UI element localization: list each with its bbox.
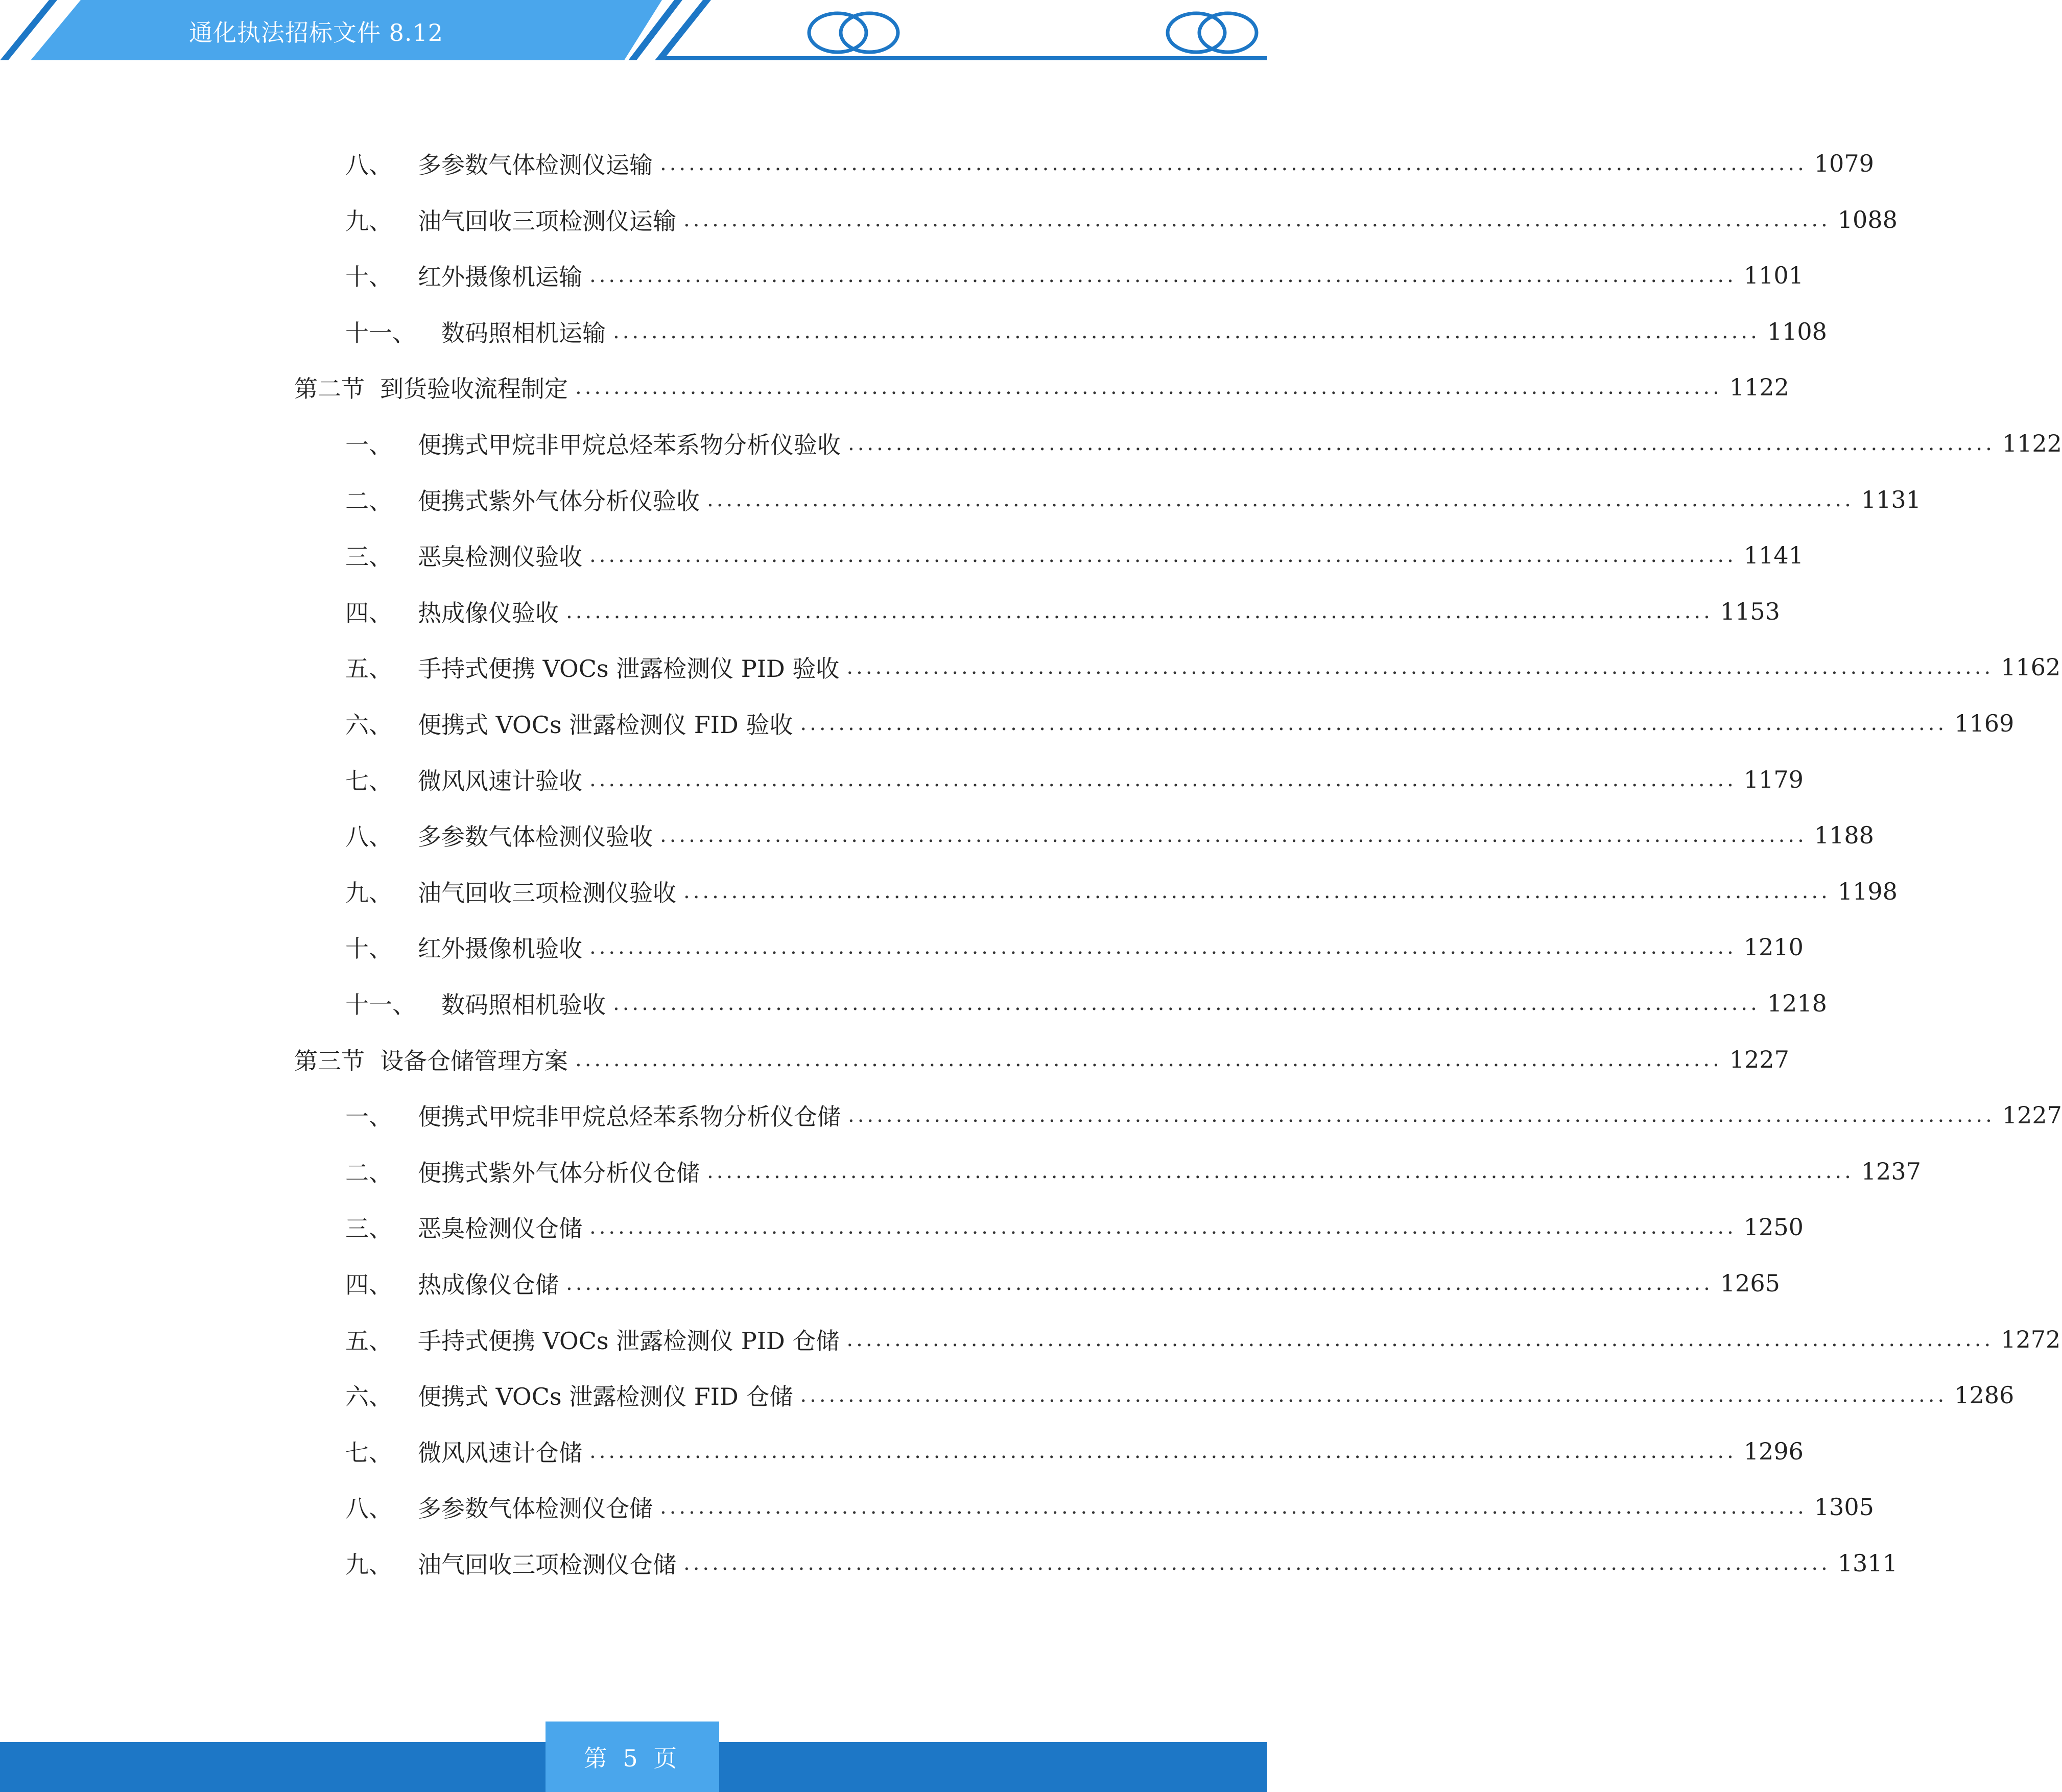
toc-entry-title: 恶臭检测仪验收 <box>418 543 582 571</box>
toc-entry-page: 1188 <box>1814 821 1874 850</box>
toc-entry-title: 恶臭检测仪仓储 <box>418 1215 582 1243</box>
toc-entry[interactable] <box>345 1319 2061 1360</box>
toc-leader-dots: ........................................................................................................................ <box>800 1383 1948 1407</box>
toc-entry[interactable] <box>345 423 2062 464</box>
toc-leader-dots: ........................................................................................................................ <box>613 992 1760 1015</box>
toc-entry-number: 九、 <box>345 207 392 235</box>
toc-entry[interactable] <box>345 535 1804 576</box>
toc-entry-number: 一、 <box>345 1103 392 1131</box>
toc-entry[interactable] <box>345 591 1780 632</box>
toc-leader-dots: ........................................................................................................................ <box>589 767 1737 791</box>
toc-leader-dots: ........................................................................................................................ <box>613 319 1760 343</box>
toc-entry-page: 1169 <box>1954 710 2014 737</box>
toc-leader-dots: ........................................................................................................................ <box>575 1047 1722 1071</box>
toc-entry[interactable] <box>345 199 1898 240</box>
toc-entry-title: 油气回收三项检测仪验收 <box>418 879 676 907</box>
toc-leader-dots: ........................................................................................................................ <box>683 207 1831 231</box>
toc-entry-number: 十、 <box>345 935 392 963</box>
toc-entry[interactable] <box>345 1095 2062 1136</box>
toc-leader-dots: ........................................................................................................................ <box>683 879 1831 903</box>
toc-entry[interactable] <box>294 1039 1789 1080</box>
toc-entry-title: 红外摄像机验收 <box>418 935 582 963</box>
toc-entry-title: 便携式紫外气体分析仪验收 <box>418 487 700 515</box>
toc-entry[interactable] <box>345 1431 1804 1472</box>
toc-entry-number: 第三节 <box>294 1047 365 1075</box>
toc-entry[interactable] <box>345 983 1827 1024</box>
toc-entry-page: 1250 <box>1743 1213 1804 1241</box>
toc-entry-number: 四、 <box>345 1271 392 1299</box>
toc-entry-page: 1265 <box>1720 1269 1780 1297</box>
toc-entry-number: 二、 <box>345 487 392 515</box>
toc-entry-title: 多参数气体检测仪验收 <box>418 823 653 851</box>
toc-entry-number: 三、 <box>345 1215 392 1243</box>
toc-entry[interactable] <box>345 311 1827 352</box>
toc-entry-title: 热成像仪验收 <box>418 599 559 627</box>
toc-leader-dots: ........................................................................................................................ <box>846 655 1994 679</box>
toc-entry-number: 十、 <box>345 263 392 291</box>
toc-entry[interactable] <box>345 871 1898 912</box>
toc-entry-page: 1153 <box>1720 597 1780 625</box>
toc-entry-title: 数码照相机运输 <box>441 319 606 347</box>
toc-entry-page: 1088 <box>1837 205 1898 233</box>
toc-entry-page: 1131 <box>1861 485 1921 513</box>
toc-entry[interactable] <box>345 1151 1921 1192</box>
toc-entry-page: 1296 <box>1743 1437 1804 1465</box>
toc-entry[interactable] <box>345 1487 1874 1527</box>
document-title: 通化执法招标文件 8.12 <box>189 19 444 46</box>
toc-entry-page: 1179 <box>1743 765 1804 793</box>
toc-entry-page: 1141 <box>1743 541 1804 570</box>
toc-entry-page: 1218 <box>1767 989 1827 1017</box>
toc-entry-number: 四、 <box>345 599 392 627</box>
toc-entry[interactable] <box>345 815 1874 856</box>
page-number-tab <box>546 1722 719 1792</box>
toc-entry-number: 八、 <box>345 823 392 851</box>
toc-entry-page: 1227 <box>2002 1101 2062 1129</box>
toc-entry-page: 1122 <box>1729 373 1789 402</box>
page-header <box>0 0 1267 66</box>
toc-leader-dots: ........................................................................................................................ <box>589 1439 1737 1463</box>
toc-entry-title: 多参数气体检测仪运输 <box>418 151 653 179</box>
toc-entry-page: 1108 <box>1767 317 1827 345</box>
toc-entry-page: 1210 <box>1743 933 1804 961</box>
page-number: 第 5 页 <box>583 1744 681 1772</box>
toc-entry-number: 七、 <box>345 1439 392 1467</box>
toc-entry-title: 微风风速计验收 <box>418 767 582 795</box>
toc-leader-dots: ........................................................................................................................ <box>683 1551 1831 1575</box>
toc-leader-dots: ........................................................................................................................ <box>660 1495 1807 1519</box>
toc-entry-number: 八、 <box>345 151 392 179</box>
toc-entry[interactable] <box>345 1375 2014 1416</box>
toc-leader-dots: ........................................................................................................................ <box>566 599 1713 623</box>
toc-entry-page: 1162 <box>2001 653 2061 681</box>
toc-entry-page: 1311 <box>1837 1549 1898 1577</box>
toc-entry-title: 油气回收三项检测仪运输 <box>418 207 676 235</box>
toc-entry-title: 便携式 VOCs 泄露检测仪 FID 验收 <box>418 711 793 739</box>
toc-entry[interactable] <box>345 647 2061 688</box>
toc-entry-title: 数码照相机验收 <box>441 991 606 1019</box>
toc-entry-number: 八、 <box>345 1495 392 1523</box>
toc-entry-page: 1286 <box>1954 1381 2014 1409</box>
toc-leader-dots: ........................................................................................................................ <box>589 935 1737 959</box>
toc-entry-number: 七、 <box>345 767 392 795</box>
toc-entry-title: 手持式便携 VOCs 泄露检测仪 PID 验收 <box>418 655 840 683</box>
toc-entry[interactable] <box>345 479 1921 520</box>
toc-entry-number: 二、 <box>345 1159 392 1187</box>
toc-entry[interactable] <box>345 703 2014 744</box>
toc-leader-dots: ........................................................................................................................ <box>589 1215 1737 1239</box>
toc-entry-page: 1101 <box>1743 262 1804 290</box>
toc-leader-dots: ........................................................................................................................ <box>846 1327 1994 1351</box>
toc-leader-dots: ........................................................................................................................ <box>575 375 1722 399</box>
toc-entry[interactable] <box>345 1263 1780 1304</box>
toc-entry-page: 1079 <box>1814 150 1874 177</box>
toc-entry-number: 六、 <box>345 711 392 739</box>
toc-entry[interactable] <box>345 759 1804 800</box>
toc-entry-number: 一、 <box>345 431 392 459</box>
toc-entry-title: 设备仓储管理方案 <box>380 1047 568 1075</box>
toc-entry[interactable] <box>294 367 1789 408</box>
toc-leader-dots: ........................................................................................................................ <box>589 264 1737 288</box>
toc-entry-title: 便携式 VOCs 泄露检测仪 FID 仓储 <box>418 1383 793 1411</box>
toc-leader-dots: ........................................................................................................................ <box>589 544 1737 568</box>
toc-entry-title: 油气回收三项检测仪仓储 <box>418 1551 676 1578</box>
toc-entry-page: 1122 <box>2002 430 2062 457</box>
toc-entry-number: 九、 <box>345 1551 392 1578</box>
toc-entry[interactable] <box>345 927 1804 968</box>
toc-entry-number: 三、 <box>345 543 392 571</box>
toc-entry-page: 1237 <box>1861 1157 1921 1185</box>
toc-entry[interactable] <box>345 255 1804 296</box>
toc-entry-title: 微风风速计仓储 <box>418 1439 582 1467</box>
toc-leader-dots: ........................................................................................................................ <box>707 487 1854 511</box>
toc-leader-dots: ........................................................................................................................ <box>848 1103 1995 1127</box>
toc-entry-title: 红外摄像机运输 <box>418 263 582 291</box>
toc-entry-title: 热成像仪仓储 <box>418 1271 559 1299</box>
toc-entry-number: 第二节 <box>294 375 365 403</box>
toc-entry[interactable] <box>345 1543 1898 1584</box>
toc-leader-dots: ........................................................................................................................ <box>800 712 1948 735</box>
toc-entry-number: 六、 <box>345 1383 392 1411</box>
toc-entry-number: 十一、 <box>345 991 416 1019</box>
toc-entry[interactable] <box>345 143 1874 184</box>
toc-entry-number: 五、 <box>345 655 392 683</box>
toc-entry-page: 1272 <box>2001 1325 2061 1353</box>
toc-leader-dots: ........................................................................................................................ <box>707 1159 1854 1183</box>
toc-entry-number: 九、 <box>345 879 392 907</box>
toc-entry-title: 到货验收流程制定 <box>380 375 568 403</box>
toc-leader-dots: ........................................................................................................................ <box>848 432 1995 455</box>
toc-leader-dots: ........................................................................................................................ <box>566 1271 1713 1295</box>
rings-icon <box>809 13 1257 52</box>
toc-entry-page: 1305 <box>1814 1493 1874 1521</box>
toc-leader-dots: ........................................................................................................................ <box>660 823 1807 847</box>
toc-entry-title: 便携式紫外气体分析仪仓储 <box>418 1159 700 1187</box>
toc-entry-page: 1198 <box>1837 877 1898 905</box>
toc-entry-title: 手持式便携 VOCs 泄露检测仪 PID 仓储 <box>418 1327 840 1355</box>
toc-entry-page: 1227 <box>1729 1045 1789 1073</box>
toc-entry-title: 多参数气体检测仪仓储 <box>418 1495 653 1523</box>
toc-entry-number: 五、 <box>345 1327 392 1355</box>
toc-entry[interactable] <box>345 1207 1804 1247</box>
toc-entry-title: 便携式甲烷非甲烷总烃苯系物分析仪验收 <box>418 431 841 459</box>
toc-entry-title: 便携式甲烷非甲烷总烃苯系物分析仪仓储 <box>418 1103 841 1131</box>
toc-entry-number: 十一、 <box>345 319 416 347</box>
toc-leader-dots: ........................................................................................................................ <box>660 152 1807 175</box>
